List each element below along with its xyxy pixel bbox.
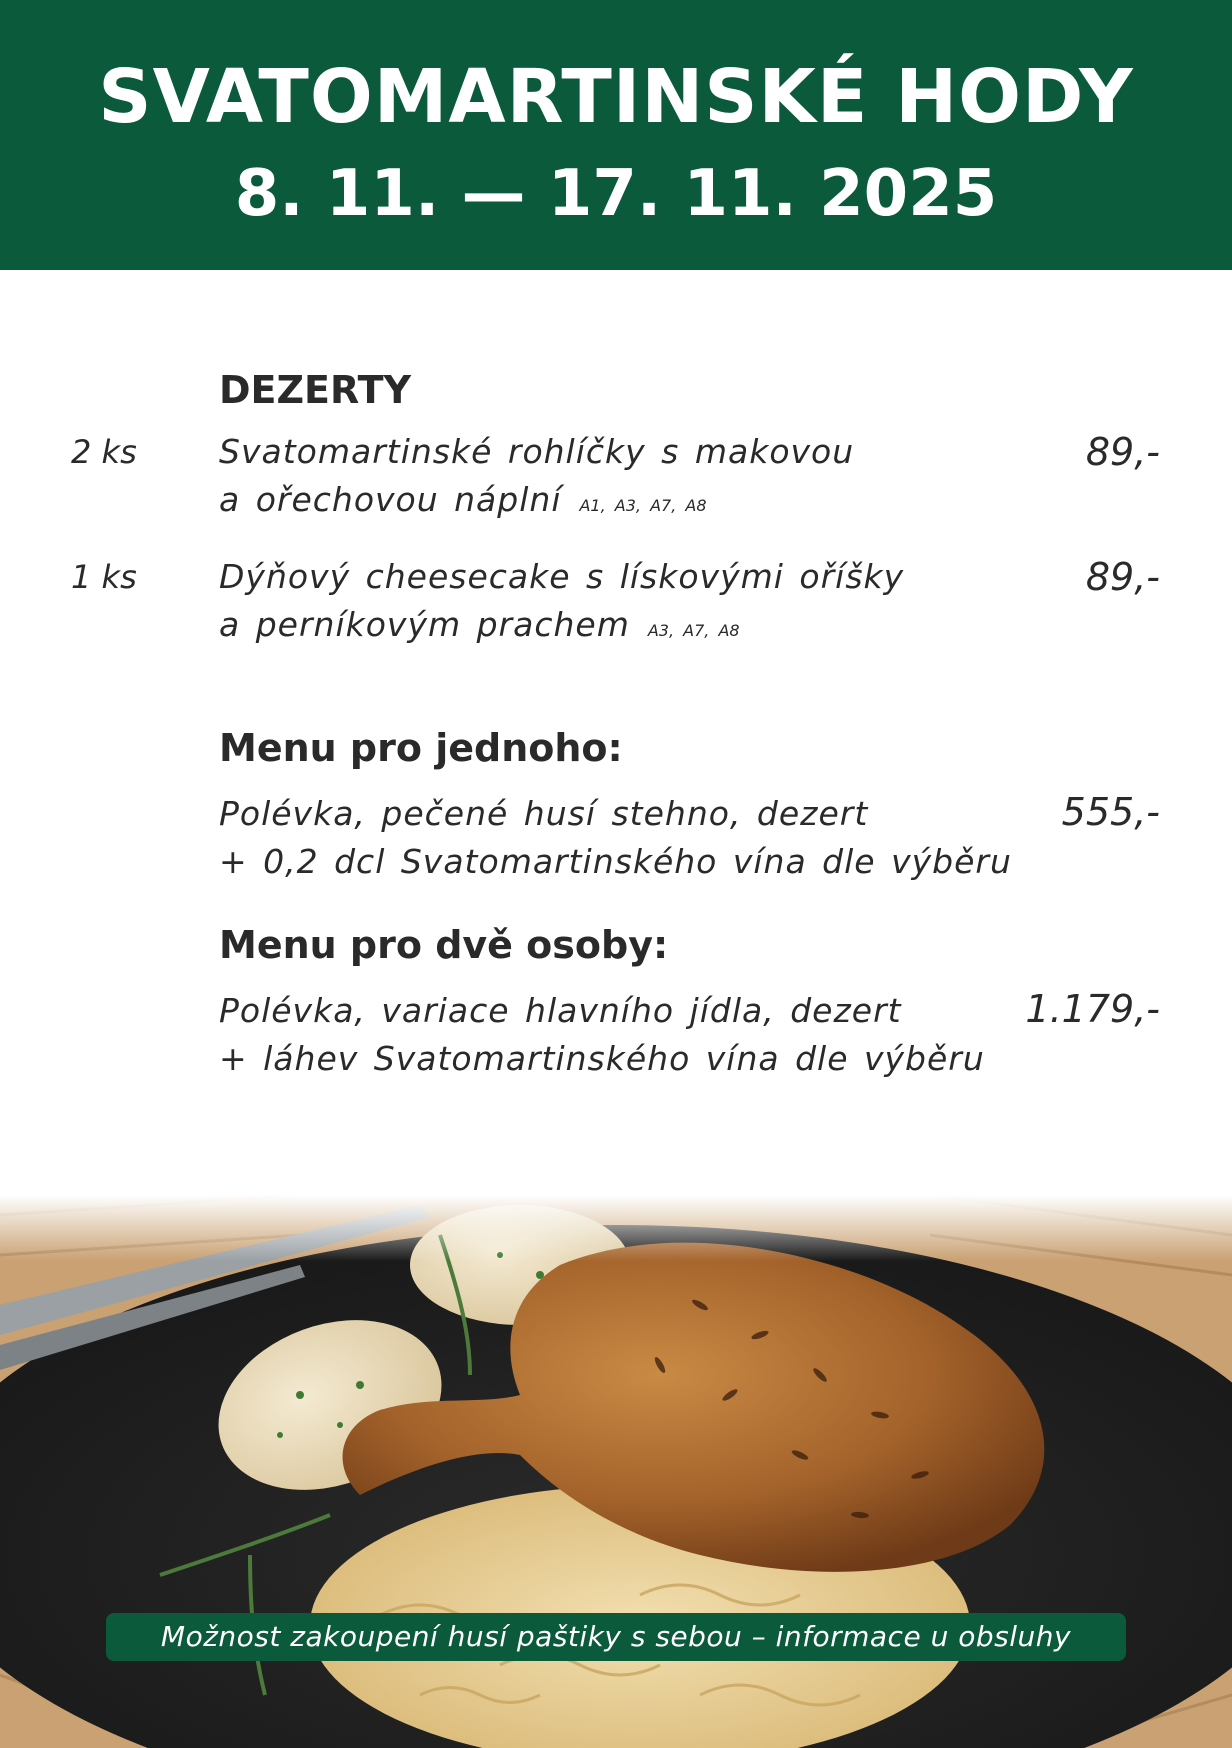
- dessert-1-allergens: A1, A3, A7, A8: [579, 496, 707, 515]
- menu-double-heading: Menu pro dvě osoby:: [219, 923, 669, 967]
- dessert-2-description: [219, 553, 1059, 655]
- menu-single-price: 555,-: [1061, 790, 1160, 834]
- menu-single-description: [219, 790, 1119, 886]
- roast-goose-illustration: [0, 1195, 1232, 1748]
- menu-content: [0, 270, 1232, 1190]
- menu-single-line-1: Polévka, pečené husí stehno, dezert: [219, 794, 869, 833]
- menu-double-description: [219, 987, 1119, 1083]
- header-band: [0, 0, 1232, 270]
- dessert-1-price: 89,-: [1085, 430, 1160, 474]
- desserts-heading: DEZERTY: [219, 368, 412, 412]
- page-title: SVATOMARTINSKÉ HODY: [98, 54, 1134, 140]
- dessert-2-quantity: 1 ks: [71, 558, 137, 596]
- menu-double-line-2: + láhev Svatomartinského vína dle výběru: [219, 1039, 985, 1078]
- roast-goose-photo: [0, 1195, 1232, 1748]
- dessert-2-line-2-wrap: [219, 601, 1059, 655]
- dessert-1-line-2-wrap: [219, 476, 1059, 530]
- dessert-1-line-2: a ořechovou náplní: [219, 480, 562, 519]
- pate-takeaway-banner: Možnost zakoupení husí paštiky s sebou – informace u obsluhy: [106, 1613, 1126, 1661]
- dessert-1-line-1: Svatomartinské rohlíčky s makovou: [219, 432, 855, 471]
- menu-double-line-1: Polévka, variace hlavního jídla, dezert: [219, 991, 902, 1030]
- dessert-1-description: [219, 428, 1059, 530]
- menu-double-price: 1.179,-: [1025, 987, 1160, 1031]
- dessert-2-line-2: a perníkovým prachem: [219, 605, 630, 644]
- dessert-2-line-1: Dýňový cheesecake s lískovými oříšky: [219, 557, 905, 596]
- menu-single-line-2: + 0,2 dcl Svatomartinského vína dle výběru: [219, 842, 1012, 881]
- menu-single-heading: Menu pro jednoho:: [219, 726, 623, 770]
- dessert-2-price: 89,-: [1085, 555, 1160, 599]
- dessert-1-quantity: 2 ks: [71, 433, 137, 471]
- dessert-2-allergens: A3, A7, A8: [647, 621, 740, 640]
- event-dates: 8. 11. — 17. 11. 2025: [234, 157, 998, 231]
